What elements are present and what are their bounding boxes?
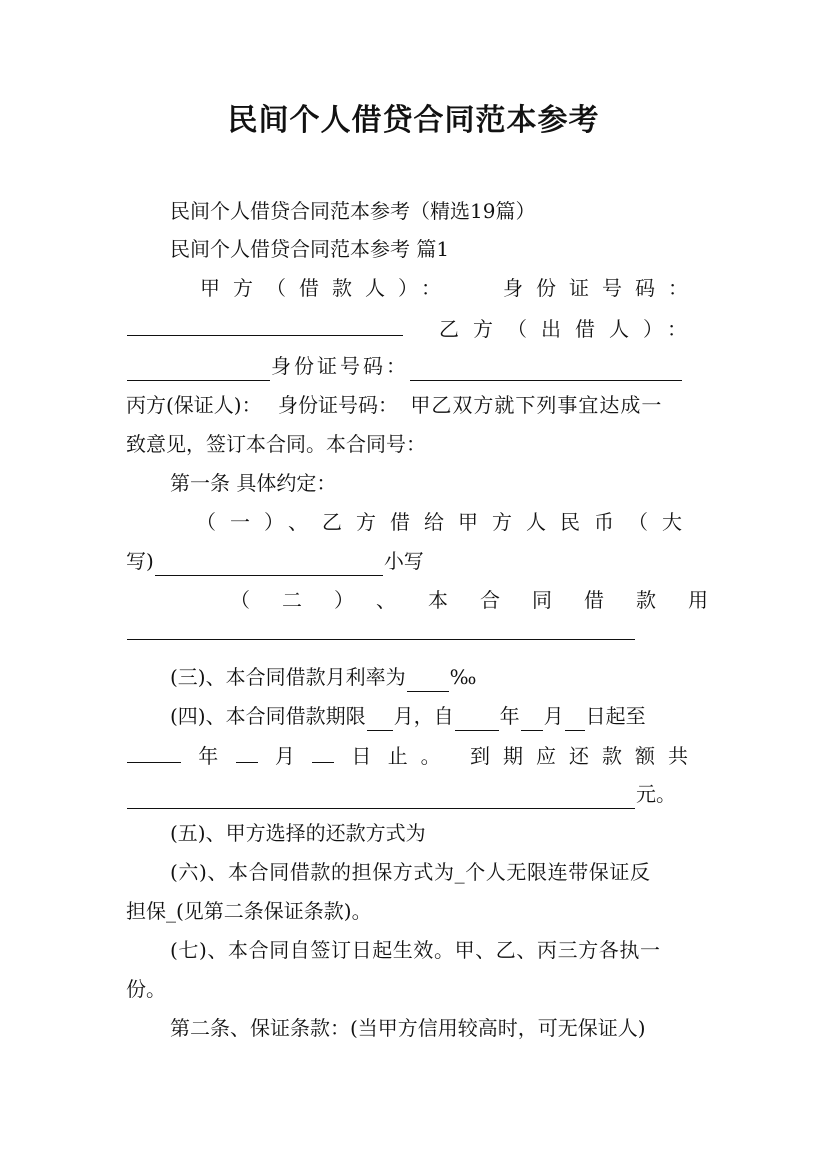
party-c-id-label: 身份证号码：: [277, 393, 398, 417]
subtitle: 民间个人借贷合同范本参考（精选19篇）: [170, 199, 536, 223]
day-from-unit: 日起至: [585, 704, 646, 728]
item-7-line-a: (七)、本合同自签订日起生效。甲、乙、丙三方各执一: [170, 938, 661, 962]
party-b-label: 乙方（出借人）：: [439, 317, 701, 341]
party-b-id-label: 身份证号码：: [271, 354, 409, 378]
month-unit: 月: [393, 704, 414, 728]
item-2-text: （二）、本合同借款用: [230, 588, 740, 612]
section-heading: 民间个人借贷合同范本参考 篇1: [170, 237, 450, 261]
end-day-unit: 日: [351, 744, 372, 768]
end-day-blank: [312, 740, 334, 763]
yuan-unit: 元。: [636, 782, 676, 806]
item-1-prefix: 写): [126, 549, 154, 573]
item-1-text: （一）、乙方借给甲方人民币（大: [196, 510, 696, 534]
party-b-name-blank: [127, 358, 270, 381]
item-1-suffix: 小写: [383, 549, 424, 573]
article-2-heading: 第二条、保证条款：(当甲方信用较高时，可无保证人): [170, 1016, 646, 1040]
party-a-id-label: 身份证号码：: [503, 276, 701, 300]
item-5: (五)、甲方选择的还款方式为: [170, 821, 426, 845]
item-4-prefix: (四)、本合同借款期限: [170, 704, 366, 728]
item-4-line-b: [126, 740, 701, 770]
due-amount-text: 到期应还款额共: [469, 744, 701, 768]
amount-uppercase-blank: [155, 553, 383, 576]
party-a-label: 甲方（借款人）：: [200, 276, 454, 300]
term-months-blank: [367, 708, 393, 731]
party-b-id-blank: [410, 358, 682, 381]
item-2-line-b: [126, 610, 701, 640]
due-amount-blank: [127, 786, 635, 809]
loan-purpose-blank: [127, 617, 635, 640]
item-7-line-b: 份。: [126, 977, 166, 1001]
end-stop-text: 止。: [387, 744, 454, 768]
end-month-blank: [236, 740, 258, 763]
party-c-label: 丙方(保证人)：: [126, 393, 262, 417]
party-a-id-blank: [127, 313, 403, 336]
item-6-line-b: 担保_(见第二条保证条款)。: [126, 899, 372, 923]
item-3-line: [170, 662, 701, 692]
party-c-line: [126, 390, 701, 420]
month-unit: 月: [543, 704, 564, 728]
party-a-line: [200, 273, 701, 303]
start-year-blank: [455, 708, 499, 731]
agreement-text-2: 致意见，签订本合同。本合同号：: [126, 432, 426, 456]
article-1-heading: 第一条 具体约定：: [170, 471, 337, 495]
item-1-line-b: [126, 546, 701, 576]
end-year-blank: [127, 740, 181, 763]
item-4-line-c: [126, 779, 701, 809]
start-month-blank: [521, 708, 543, 731]
party-b-line: [126, 313, 701, 343]
item-6-line-a: (六)、本合同借款的担保方式为_个人无限连带保证反: [170, 860, 651, 884]
item-1-line-a: [196, 507, 701, 537]
item-3-prefix: (三)、本合同借款月利率为: [170, 665, 406, 689]
start-day-blank: [565, 708, 585, 731]
end-month-unit: 月: [274, 744, 295, 768]
agreement-text-1: 甲乙双方就下列事宜达成一: [410, 393, 663, 417]
year-unit: 年: [499, 704, 520, 728]
from-text: ，自: [413, 704, 454, 728]
item-3-suffix: ‰: [449, 665, 477, 689]
end-year-unit: 年: [198, 744, 219, 768]
party-b-id-line: [126, 351, 701, 381]
item-4-line-a: [170, 701, 701, 731]
interest-rate-blank: [407, 669, 449, 692]
document-title: 民间个人借贷合同范本参考: [227, 103, 600, 138]
